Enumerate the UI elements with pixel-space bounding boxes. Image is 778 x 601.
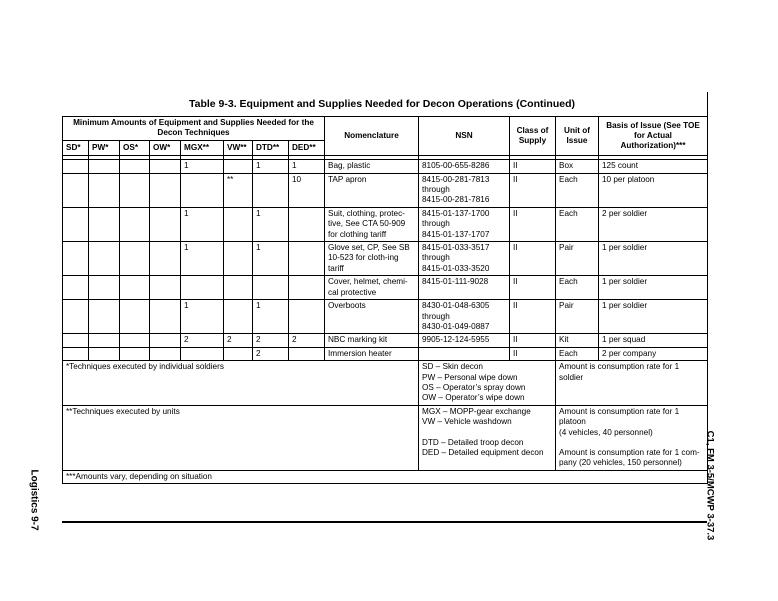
table-row xyxy=(63,160,708,173)
cell-sd xyxy=(63,276,89,300)
header-techniques-group: Minimum Amounts of Equipment and Supplies Needed for the Decon Techniques xyxy=(63,117,325,141)
header-unit-of-issue: Unit of Issue xyxy=(556,117,599,156)
header-dtd: DTD** xyxy=(253,140,289,155)
cell-unit: Each xyxy=(556,276,599,300)
footnote-individual-codes: SD – Skin decon PW – Personal wipe down OS – Operator’s spray down OW – Operator’s wipe down xyxy=(419,361,556,406)
cell-pw xyxy=(89,207,120,241)
cell-nsn xyxy=(419,347,510,360)
cell-sd xyxy=(63,347,89,360)
cell-basis: 10 per platoon xyxy=(599,173,708,207)
table-caption: Table 9-3. Equipment and Supplies Needed for Decon Operations (Continued) xyxy=(188,98,575,110)
cell-class: II xyxy=(510,347,556,360)
cell-ded: 1 xyxy=(289,160,325,173)
cell-vw: ** xyxy=(224,173,253,207)
cell-class: II xyxy=(510,173,556,207)
cell-nomenclature: Immersion heater xyxy=(325,347,419,360)
cell-nomenclature: Overboots xyxy=(325,300,419,334)
cell-dtd: 2 xyxy=(253,347,289,360)
cell-os xyxy=(120,160,150,173)
cell-basis: 1 per soldier xyxy=(599,242,708,276)
footnote-units: **Techniques executed by units xyxy=(63,405,419,470)
cell-ded: 10 xyxy=(289,173,325,207)
cell-ded xyxy=(289,207,325,241)
cell-unit: Box xyxy=(556,160,599,173)
cell-dtd xyxy=(253,173,289,207)
cell-pw xyxy=(89,276,120,300)
header-sd: SD* xyxy=(63,140,89,155)
header-nomenclature: Nomenclature xyxy=(325,117,419,156)
cell-dtd: 1 xyxy=(253,300,289,334)
cell-ow xyxy=(150,242,181,276)
cell-os xyxy=(120,300,150,334)
cell-nsn: 8430-01-048-6305 through 8430-01-049-0887 xyxy=(419,300,510,334)
footnote-row-individual xyxy=(63,361,708,406)
cell-ow xyxy=(150,160,181,173)
cell-mgx: 1 xyxy=(181,242,224,276)
cell-nomenclature: Glove set, CP, See SB 10-523 for cloth-ing tariff xyxy=(325,242,419,276)
cell-os xyxy=(120,347,150,360)
cell-pw xyxy=(89,347,120,360)
cell-unit: Each xyxy=(556,173,599,207)
cell-dtd xyxy=(253,276,289,300)
cell-ow xyxy=(150,173,181,207)
cell-unit: Kit xyxy=(556,334,599,347)
cell-os xyxy=(120,173,150,207)
cell-os xyxy=(120,207,150,241)
footnote-amounts: ***Amounts vary, depending on situation xyxy=(63,470,708,483)
page-header-right: C1, FM 3-5/MCWP 3-37.3 xyxy=(704,430,716,541)
table-row xyxy=(63,334,708,347)
cell-vw xyxy=(224,160,253,173)
cell-mgx xyxy=(181,276,224,300)
cell-dtd: 1 xyxy=(253,207,289,241)
cell-sd xyxy=(63,334,89,347)
cell-mgx: 1 xyxy=(181,160,224,173)
footnote-row-amounts xyxy=(63,470,708,483)
cell-class: II xyxy=(510,160,556,173)
table-row xyxy=(63,173,708,207)
cell-unit: Each xyxy=(556,347,599,360)
cell-pw xyxy=(89,300,120,334)
header-nsn: NSN xyxy=(419,117,510,156)
decon-equipment-table xyxy=(62,116,708,484)
cell-pw xyxy=(89,160,120,173)
table-row xyxy=(63,207,708,241)
cell-vw xyxy=(224,347,253,360)
footnote-individual-note: Amount is consumption rate for 1 soldier xyxy=(556,361,708,406)
cell-vw xyxy=(224,207,253,241)
cell-nomenclature: TAP apron xyxy=(325,173,419,207)
cell-vw xyxy=(224,242,253,276)
cell-mgx: 1 xyxy=(181,207,224,241)
cell-vw xyxy=(224,300,253,334)
header-os: OS* xyxy=(120,140,150,155)
table-row xyxy=(63,276,708,300)
cell-mgx: 1 xyxy=(181,300,224,334)
cell-nomenclature: Bag, plastic xyxy=(325,160,419,173)
cell-vw xyxy=(224,276,253,300)
cell-nomenclature: Cover, helmet, chemi-cal protective xyxy=(325,276,419,300)
cell-nomenclature: Suit, clothing, protec-tive, See CTA 50-909 for clothing tariff xyxy=(325,207,419,241)
header-mgx: MGX** xyxy=(181,140,224,155)
header-ded: DED** xyxy=(289,140,325,155)
footnote-individual: *Techniques executed by individual soldiers xyxy=(63,361,419,406)
cell-ded: 2 xyxy=(289,334,325,347)
cell-class: II xyxy=(510,242,556,276)
cell-nsn: 8415-01-033-3517 through 8415-01-033-3520 xyxy=(419,242,510,276)
cell-os xyxy=(120,334,150,347)
cell-unit: Pair xyxy=(556,300,599,334)
cell-os xyxy=(120,242,150,276)
cell-unit: Pair xyxy=(556,242,599,276)
cell-unit: Each xyxy=(556,207,599,241)
cell-vw: 2 xyxy=(224,334,253,347)
footnote-row-units xyxy=(63,405,708,470)
cell-dtd: 2 xyxy=(253,334,289,347)
footnote-units-codes: MGX – MOPP-gear exchange VW – Vehicle washdown DTD – Detailed troop decon DED – Detailed equipment decon xyxy=(419,405,556,470)
cell-basis: 125 count xyxy=(599,160,708,173)
cell-os xyxy=(120,276,150,300)
header-pw: PW* xyxy=(89,140,120,155)
cell-ded xyxy=(289,242,325,276)
cell-basis: 2 per company xyxy=(599,347,708,360)
cell-ded xyxy=(289,276,325,300)
cell-sd xyxy=(63,207,89,241)
cell-dtd: 1 xyxy=(253,160,289,173)
cell-basis: 1 per soldier xyxy=(599,276,708,300)
cell-pw xyxy=(89,173,120,207)
cell-ow xyxy=(150,276,181,300)
cell-ow xyxy=(150,207,181,241)
cell-mgx xyxy=(181,347,224,360)
cell-basis: 1 per soldier xyxy=(599,300,708,334)
table-row xyxy=(63,300,708,334)
footer-rule xyxy=(62,521,707,523)
table-row xyxy=(63,347,708,360)
cell-nsn: 8415-00-281-7813 through 8415-00-281-7816 xyxy=(419,173,510,207)
cell-nomenclature: NBC marking kit xyxy=(325,334,419,347)
cell-pw xyxy=(89,242,120,276)
page-footer-left: Logistics 9-7 xyxy=(28,469,40,531)
header-class-of-supply: Class of Supply xyxy=(510,117,556,156)
table-row xyxy=(63,242,708,276)
cell-pw xyxy=(89,334,120,347)
cell-class: II xyxy=(510,207,556,241)
cell-ow xyxy=(150,347,181,360)
cell-class: II xyxy=(510,276,556,300)
cell-basis: 1 per squad xyxy=(599,334,708,347)
cell-ded xyxy=(289,300,325,334)
cell-sd xyxy=(63,173,89,207)
cell-ow xyxy=(150,300,181,334)
header-basis-of-issue: Basis of Issue (See TOE for Actual Authorization)*** xyxy=(599,117,708,156)
cell-sd xyxy=(63,160,89,173)
header-vw: VW** xyxy=(224,140,253,155)
cell-class: II xyxy=(510,300,556,334)
footnote-units-note: Amount is consumption rate for 1 platoon (4 vehicles, 40 personnel) Amount is consumption rate for 1 com- pany (20 vehicles, 150 personnel) xyxy=(556,405,708,470)
cell-class: II xyxy=(510,334,556,347)
cell-nsn: 8415-01-137-1700 through 8415-01-137-1707 xyxy=(419,207,510,241)
cell-nsn: 8415-01-111-9028 xyxy=(419,276,510,300)
cell-dtd: 1 xyxy=(253,242,289,276)
cell-mgx xyxy=(181,173,224,207)
cell-nsn: 8105-00-655-8286 xyxy=(419,160,510,173)
cell-sd xyxy=(63,242,89,276)
cell-sd xyxy=(63,300,89,334)
cell-ded xyxy=(289,347,325,360)
cell-ow xyxy=(150,334,181,347)
cell-mgx: 2 xyxy=(181,334,224,347)
header-ow: OW* xyxy=(150,140,181,155)
cell-basis: 2 per soldier xyxy=(599,207,708,241)
cell-nsn: 9905-12-124-5955 xyxy=(419,334,510,347)
